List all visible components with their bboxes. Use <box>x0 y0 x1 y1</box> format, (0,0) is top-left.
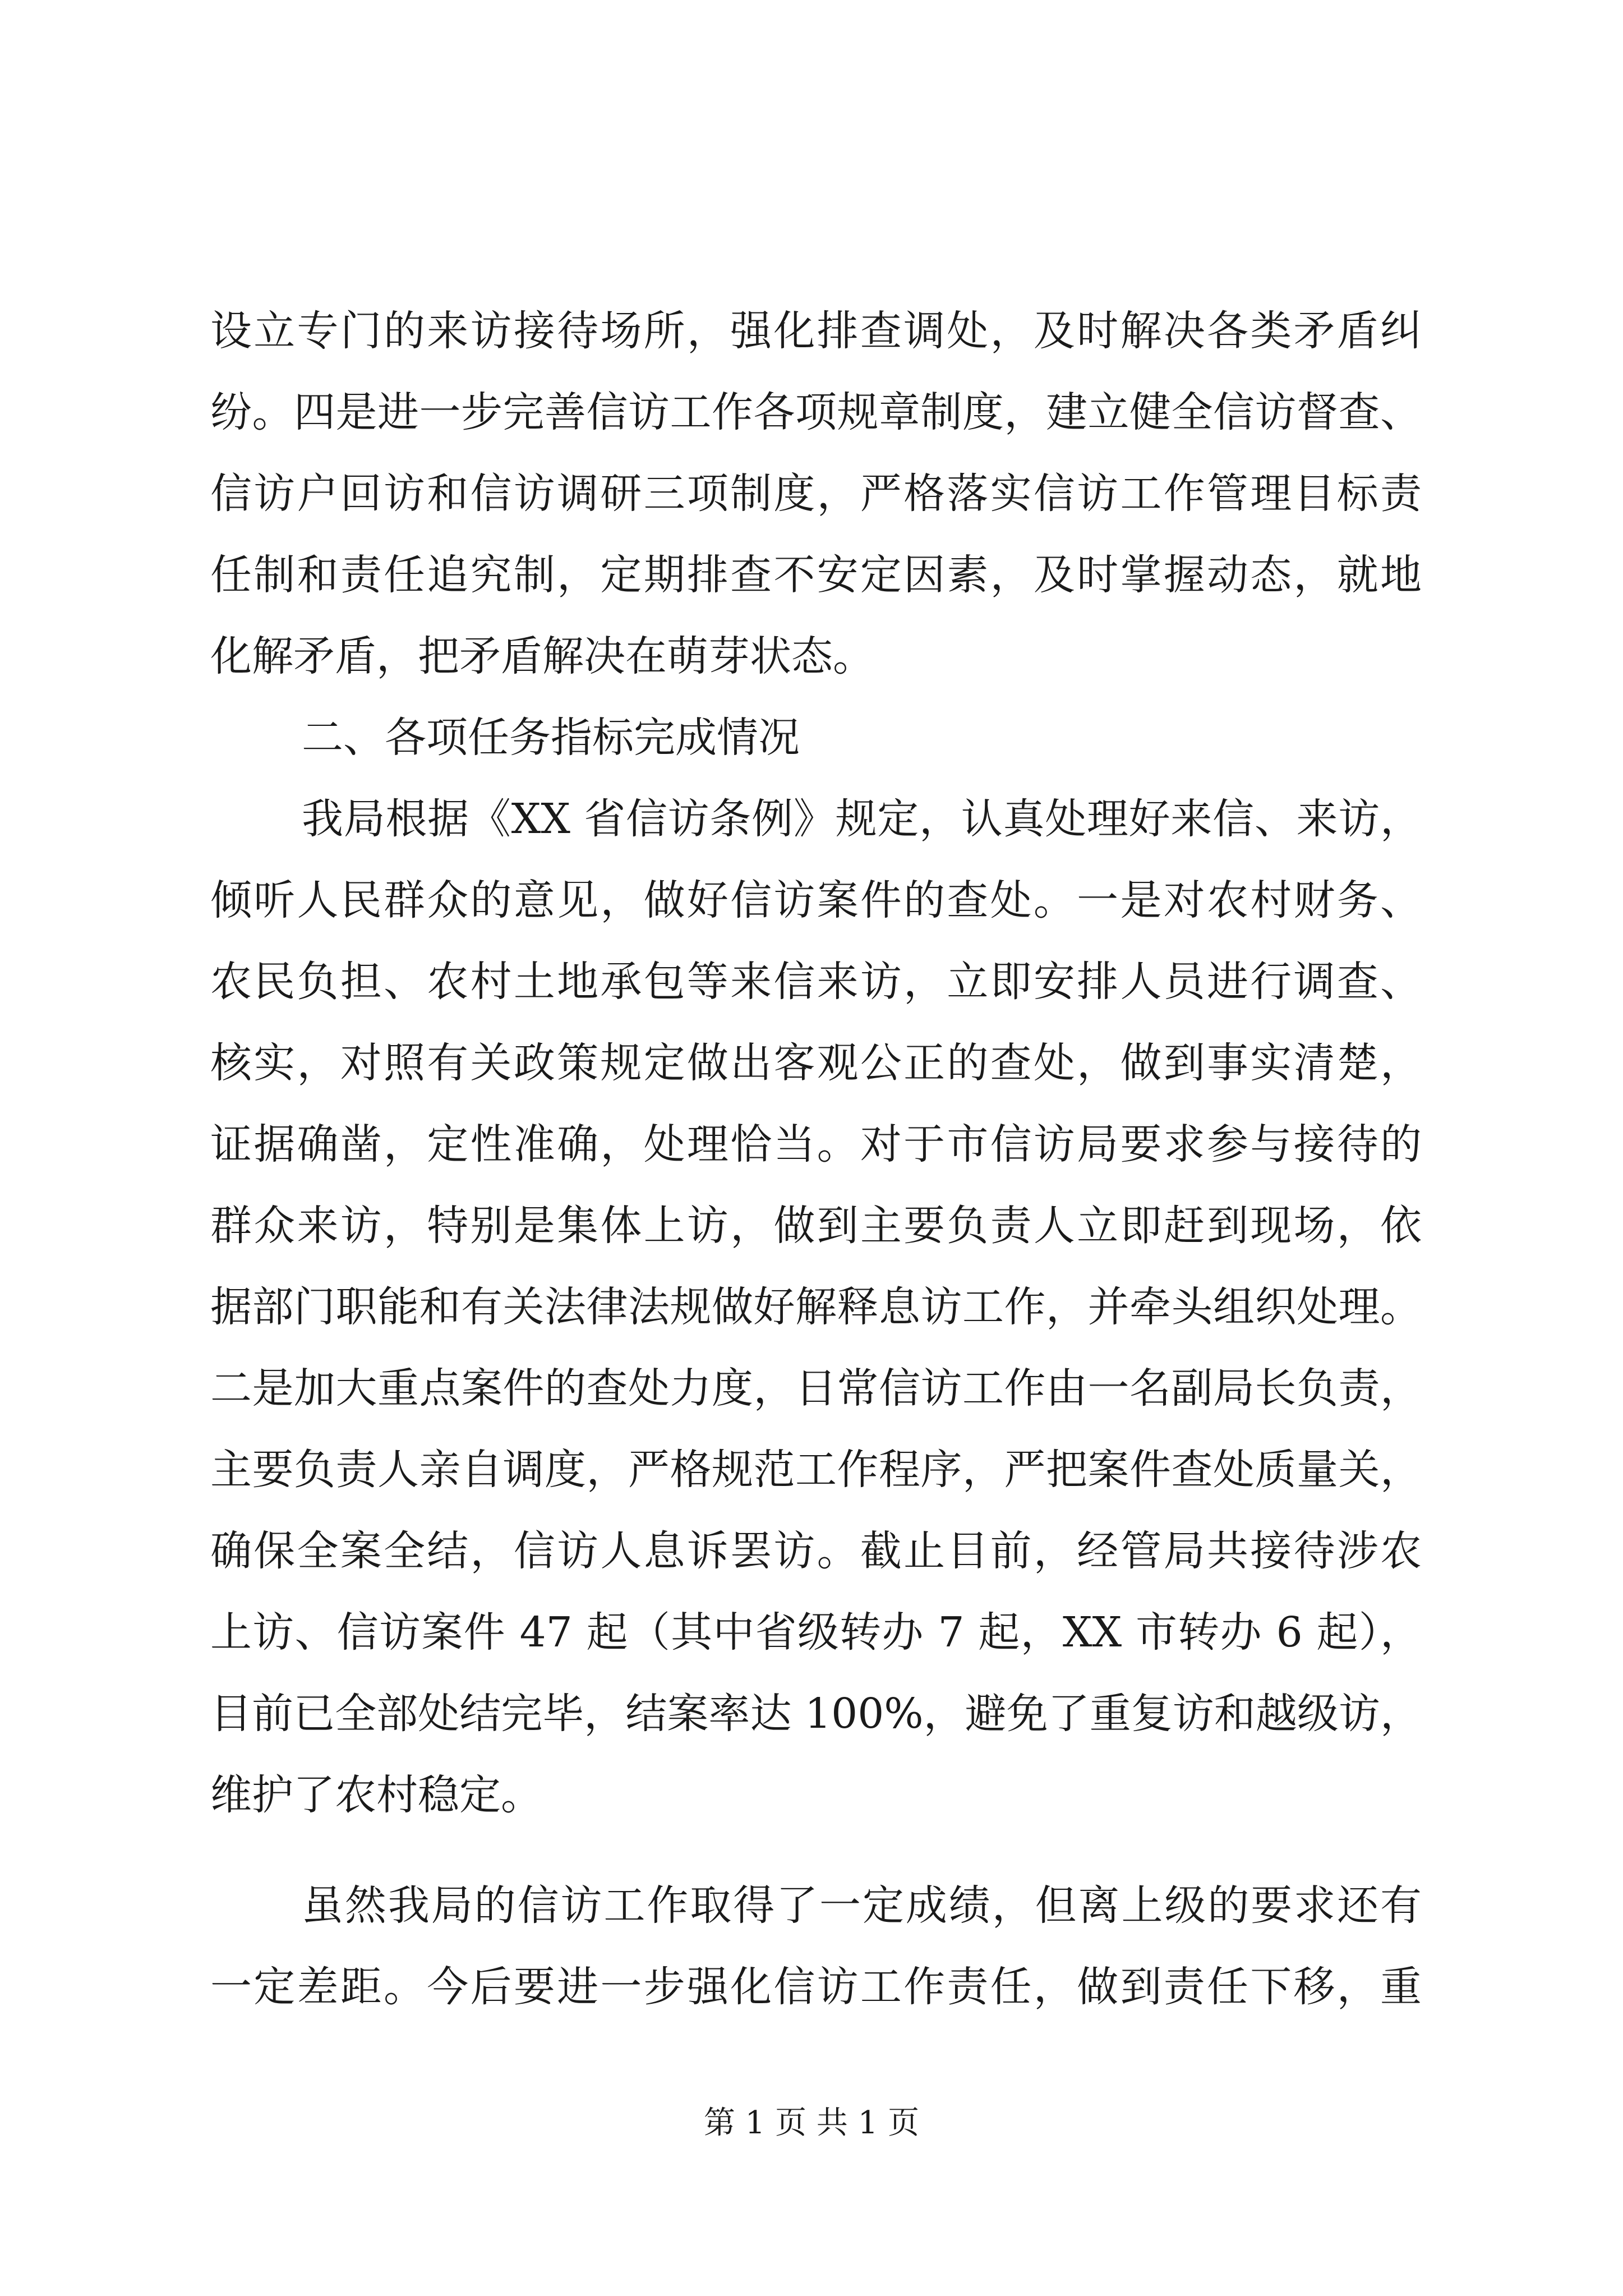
text-line: 目前已全部处结完毕，结案率达 100%，避免了重复访和越级访， <box>210 1690 1422 1738</box>
text-line: 信访户回访和信访调研三项制度，严格落实信访工作管理目标责 <box>210 470 1422 518</box>
page-footer: 第 1 页 共 1 页 <box>703 2105 920 2141</box>
text-line: 据部门职能和有关法律法规做好解释息访工作，并牵头组织处理。 <box>210 1283 1422 1331</box>
text-line: 确保全案全结，信访人息诉罢访。截止目前，经管局共接待涉农 <box>210 1527 1422 1575</box>
text-line: 纷。四是进一步完善信访工作各项规章制度，建立健全信访督查、 <box>210 388 1422 436</box>
text-line: 我局根据《XX 省信访条例》规定，认真处理好来信、来访， <box>302 795 1422 843</box>
section-heading: 二、各项任务指标完成情况 <box>302 714 800 762</box>
paragraph-spacer <box>210 1836 1422 1865</box>
text-line: 维护了农村稳定。 <box>210 1771 542 1819</box>
text-line: 上访、信访案件 47 起（其中省级转办 7 起，XX 市转办 6 起）， <box>210 1608 1422 1657</box>
text-line: 二是加大重点案件的查处力度，日常信访工作由一名副局长负责， <box>210 1364 1422 1412</box>
document-body <box>210 291 1422 2028</box>
text-line: 主要负责人亲自调度，严格规范工作程序，严把案件查处质量关， <box>210 1446 1422 1494</box>
paragraph-1 <box>210 291 1422 697</box>
text-line: 设立专门的来访接待场所，强化排查调处，及时解决各类矛盾纠 <box>210 307 1422 355</box>
text-line: 核实，对照有关政策规定做出客观公正的查处，做到事实清楚， <box>210 1039 1422 1087</box>
text-line: 化解矛盾，把矛盾解决在萌芽状态。 <box>210 632 874 680</box>
text-line: 一定差距。今后要进一步强化信访工作责任，做到责任下移，重 <box>210 1963 1422 2011</box>
text-line: 农民负担、农村土地承包等来信来访，立即安排人员进行调查、 <box>210 958 1422 1006</box>
text-line: 倾听人民群众的意见，做好信访案件的查处。一是对农村财务、 <box>210 876 1422 924</box>
paragraph-3 <box>210 1865 1422 2028</box>
text-line: 虽然我局的信访工作取得了一定成绩，但离上级的要求还有 <box>302 1881 1422 1930</box>
text-line: 证据确凿，定性准确，处理恰当。对于市信访局要求参与接待的 <box>210 1120 1422 1168</box>
paragraph-2 <box>210 779 1422 1836</box>
text-line: 群众来访，特别是集体上访，做到主要负责人立即赶到现场，依 <box>210 1202 1422 1250</box>
text-line: 任制和责任追究制，定期排查不安定因素，及时掌握动态，就地 <box>210 551 1422 599</box>
